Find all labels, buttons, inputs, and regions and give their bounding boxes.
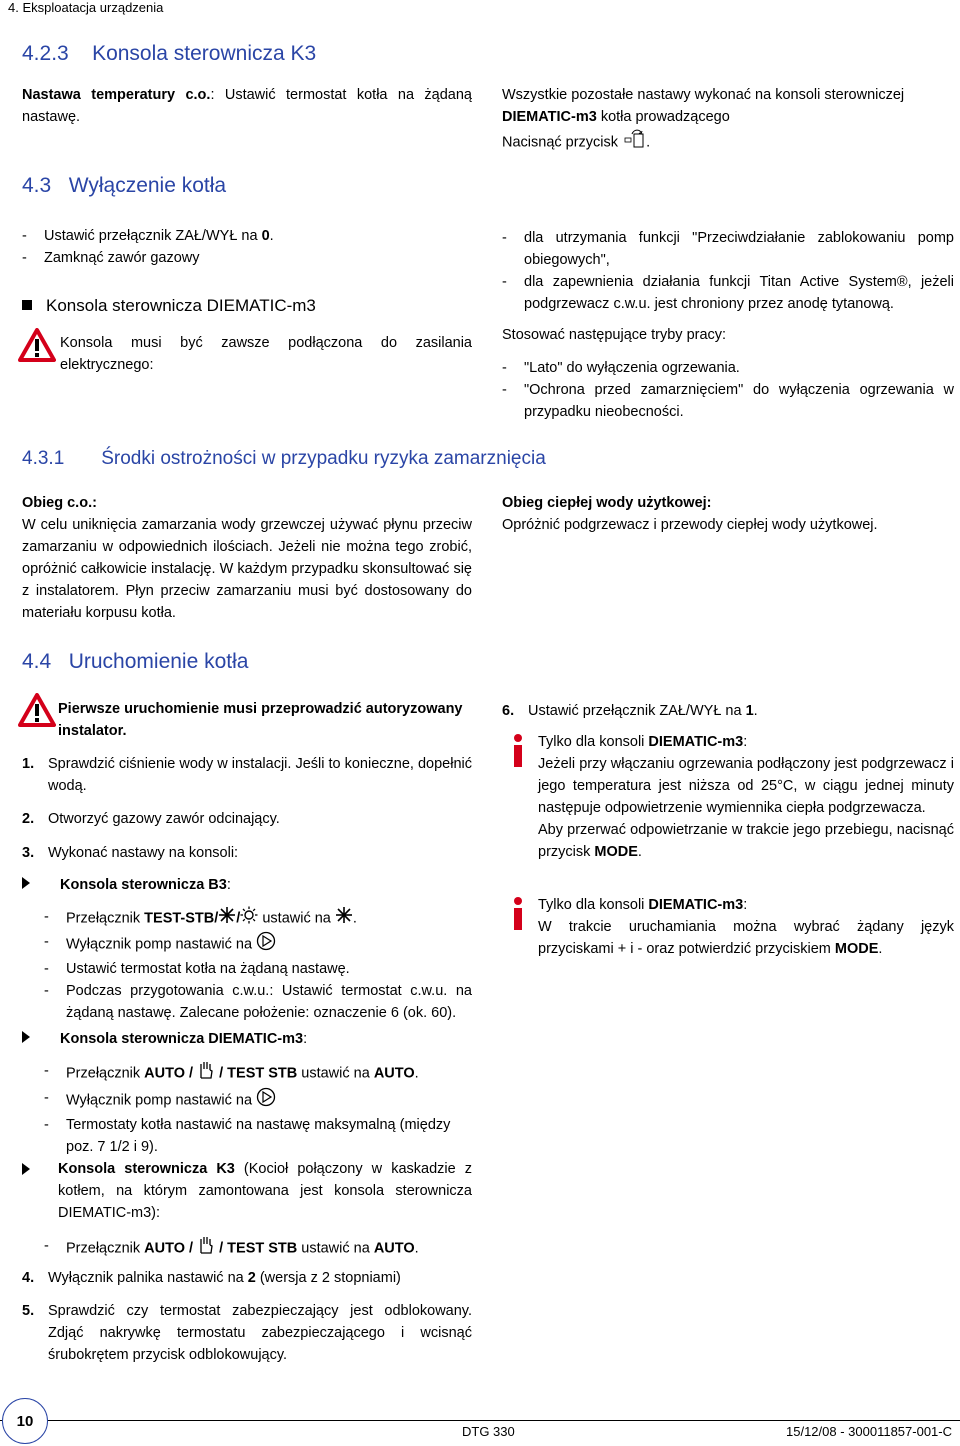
- bold-text: 1: [745, 703, 754, 719]
- arrow-right-icon: [22, 877, 30, 889]
- pump-icon: [256, 931, 276, 958]
- section-4-3-heading: [22, 174, 226, 198]
- inline-label: Nastawa temperatury c.o.: [22, 87, 211, 103]
- bold-text: MODE: [834, 941, 879, 957]
- switch-button-icon: [622, 128, 646, 157]
- ch-circuit-block: [22, 492, 472, 624]
- subheading-dematic: [22, 296, 316, 316]
- warning-icon: [18, 328, 56, 366]
- section-4-4-heading: [22, 650, 248, 674]
- bold-text: DIEMATIC-m3: [648, 897, 744, 913]
- paragraph-line: [502, 128, 954, 157]
- step-number: 5.: [22, 1303, 35, 1319]
- text: .: [269, 228, 274, 244]
- snowflake-icon: [218, 906, 236, 931]
- text: Ustawić termostat kotła na żądaną nastawę.: [66, 961, 350, 977]
- warning-icon: [18, 693, 56, 731]
- step-4: [22, 1267, 472, 1289]
- bold-text: AUTO /: [144, 1065, 198, 1082]
- list-item: - Podczas przygotowania c.w.u.: Ustawić termostat c.w.u. na żądaną nastawę. Zalecane położenie: oznaczenie 6 (ok. 60).: [44, 983, 472, 1021]
- paragraph-text: Jeżeli przy włączaniu ogrzewania podłączony jest podgrzewacz i jego temperatura jest niższa od 25°C, w ciągu jednej minuty następuje odpowietrzenie wymiennika ciepła podgrzewacza.: [538, 756, 954, 816]
- step-number: 3.: [22, 845, 35, 861]
- paragraph-line: Wszystkie pozostałe nastawy wykonać na konsoli sterowniczej: [502, 87, 905, 103]
- section-title: Środki ostrożności w przypadku ryzyka zamarznięcia: [101, 448, 546, 469]
- section-number: 4.3: [22, 174, 52, 197]
- paragraph-text: Opróżnić podgrzewacz i przewody ciepłej wody użytkowej.: [502, 517, 878, 533]
- text: Wyłącznik palnika nastawić na: [48, 1270, 248, 1286]
- k3-settings-list: [44, 1235, 472, 1262]
- list-item: - "Ochrona przed zamarznięciem" do wyłączenia ogrzewania w przypadku nieobecności.: [502, 382, 954, 420]
- text: Wyłącznik pomp nastawić na: [66, 936, 253, 953]
- text: Podczas przygotowania c.w.u.: Ustawić termostat c.w.u. na żądaną nastawę. Zalecane położenie: oznaczenie 6 (ok. 60).: [66, 983, 472, 1021]
- footer-rule: [0, 1420, 960, 1421]
- arrow-right-icon: [22, 1163, 30, 1175]
- step-number: 4.: [22, 1270, 35, 1286]
- bold-text: TEST-STB/: [144, 910, 219, 927]
- b3-settings-list: [44, 906, 472, 1024]
- bold-text: /: [236, 910, 241, 927]
- hand-icon: [197, 1060, 215, 1087]
- text: ustawić na: [258, 910, 335, 927]
- power-reasons-list: [502, 227, 954, 315]
- step-number: 2.: [22, 811, 35, 827]
- info-icon: [508, 733, 528, 771]
- text: Przełącznik: [66, 910, 145, 927]
- bold-text: AUTO /: [144, 1240, 198, 1257]
- text: :: [743, 734, 748, 750]
- text: dla utrzymania funkcji "Przeciwdziałanie zablokowaniu pomp obiegowych",: [524, 230, 954, 268]
- text: .: [878, 941, 883, 957]
- modes-intro: Stosować następujące tryby pracy:: [502, 327, 727, 343]
- text: dla zapewnienia działania funkcji Titan Active System®, jeżeli podgrzewacz c.w.u. jest chroniony przez anodę tytanową.: [524, 274, 954, 312]
- hand-icon: [197, 1235, 215, 1262]
- block-heading: Obieg c.o.:: [22, 495, 97, 511]
- step-1: [22, 753, 472, 797]
- text: "Ochrona przed zamarznięciem" do wyłączenia ogrzewania w przypadku nieobecności.: [524, 382, 954, 420]
- step-text: Sprawdzić ciśnienie wody w instalacji. Jeśli to konieczne, dopełnić wodą.: [48, 756, 472, 794]
- bold-text: DIEMATIC-m3: [502, 109, 597, 125]
- bold-text: AUTO: [373, 1065, 415, 1082]
- section-4-3-1-heading: [22, 448, 546, 470]
- breadcrumb: 4. Eksploatacja urządzenia: [8, 0, 164, 15]
- text: :: [743, 897, 748, 913]
- sun-icon: [240, 906, 258, 931]
- text: Wyłącznik pomp nastawić na: [66, 1092, 253, 1109]
- snowflake-icon: [335, 906, 353, 931]
- text: .: [352, 910, 357, 927]
- bold-text: / TEST STB: [215, 1065, 298, 1082]
- text: Przełącznik: [66, 1240, 145, 1257]
- doc-ref: 15/12/08 - 300011857-001-C: [786, 1424, 952, 1439]
- list-item: - Przełącznik AUTO / / TEST STB ustawić na AUTO.: [44, 1235, 472, 1262]
- bold-text: 0: [261, 228, 270, 244]
- text: .: [637, 844, 642, 860]
- warning-text: Konsola musi być zawsze podłączona do zasilania elektrycznego:: [60, 335, 472, 373]
- section-title: Wyłączenie kotła: [68, 174, 227, 197]
- step-number: 1.: [22, 756, 35, 772]
- text: Aby przerwać odpowietrzanie w trakcie jego przebiegu, nacisnąć przycisk: [538, 822, 954, 860]
- paragraph-text: : Ustawić termostat kotła na żądaną nastawę.: [22, 87, 472, 125]
- list-item: - Wyłącznik pomp nastawić na: [44, 1087, 472, 1114]
- text: W trakcie uruchamiania można wybrać żądany język przyciskami + i - oraz potwierdzić przyciskiem: [538, 919, 954, 957]
- square-bullet-icon: [22, 300, 32, 310]
- text: Ustawić przełącznik ZAŁ/WYŁ na: [44, 228, 262, 244]
- text: .: [753, 703, 758, 719]
- text: Nacisnąć przycisk: [502, 134, 619, 151]
- list-item: - dla zapewnienia działania funkcji Titan Active System®, jeżeli podgrzewacz c.w.u. jest chroniony przez anodę tytanową.: [502, 274, 954, 312]
- section-4-2-3-heading: [22, 42, 316, 66]
- list-item: - dla utrzymania funkcji "Przeciwdziałanie zablokowaniu pomp obiegowych",: [502, 230, 954, 268]
- text: (wersja z 2 stopniami): [255, 1270, 401, 1286]
- bold-text: AUTO: [373, 1240, 415, 1257]
- list-item: - Przełącznik TEST-STB/ / ustawić na .: [44, 906, 472, 931]
- shutdown-steps: [22, 225, 472, 269]
- step-text: Otworzyć gazowy zawór odcinający.: [48, 811, 280, 827]
- text: ustawić na: [297, 1065, 374, 1082]
- text: Zamknąć zawór gazowy: [44, 250, 200, 266]
- step-6: [502, 700, 954, 722]
- doc-code: DTG 330: [462, 1424, 515, 1439]
- paragraph-text: W celu uniknięcia zamarzania wody grzewczej używać płynu przeciw zamarzaniu w odpowiednich ilościach. Jeżeli nie można tego zrobić, opróżnić całkowicie instalację. W każdym przypadku skonsultować się z instalatorem. Płyn przeciw zamarzaniu musi być dostosowany do materiału korpusu kotła.: [22, 517, 472, 621]
- list-item: - Zamknąć zawór gazowy: [22, 250, 200, 266]
- text: Tylko dla konsoli: [538, 734, 649, 750]
- b3-heading: [22, 874, 231, 896]
- list-item: - Ustawić termostat kotła na żądaną nastawę.: [44, 961, 350, 977]
- page-number: 10: [2, 1398, 48, 1444]
- text: "Lato" do wyłączenia ogrzewania.: [524, 360, 740, 376]
- step-text: Sprawdzić czy termostat zabezpieczający jest odblokowany. Zdjąć nakrywkę termostatu zabezpieczającego i wcisnąć śrubokrętem przycisk odblokowujący.: [48, 1303, 472, 1363]
- section-title: Uruchomienie kotła: [68, 650, 249, 673]
- step-2: [22, 808, 472, 830]
- step-3: [22, 842, 472, 864]
- list-item: - Wyłącznik pomp nastawić na: [44, 931, 472, 958]
- section-4-2-3-right: [502, 84, 954, 157]
- text: .: [646, 134, 651, 151]
- step-5: [22, 1300, 472, 1366]
- subheading-text: Konsola sterownicza DIEMATIC-m3: [46, 296, 316, 315]
- text: kotła prowadzącego: [596, 109, 730, 125]
- bold-text: DIEMATIC-m3: [648, 734, 744, 750]
- bold-text: MODE: [594, 844, 638, 860]
- step-number: 6.: [502, 703, 515, 719]
- list-item: - Termostaty kotła nastawić na nastawę maksymalną (między poz. 7 1/2 i 9).: [44, 1117, 451, 1155]
- section-title: Konsola sterownicza K3: [92, 42, 317, 65]
- bold-text: / TEST STB: [215, 1240, 298, 1257]
- text: Przełącznik: [66, 1065, 145, 1082]
- warning-text: Pierwsze uruchomienie musi przeprowadzić autoryzowany instalator.: [58, 701, 463, 739]
- bold-text: Konsola sterownicza DIEMATIC-m3: [60, 1031, 304, 1047]
- text: :: [226, 877, 231, 893]
- text: .: [414, 1065, 419, 1082]
- dm3-heading: [22, 1028, 307, 1050]
- info-note-2: [538, 894, 954, 960]
- modes-list: [502, 357, 954, 423]
- section-4-2-3-left: [22, 84, 472, 128]
- list-item: - Ustawić przełącznik ZAŁ/WYŁ na 0.: [22, 228, 274, 244]
- info-icon: [508, 896, 528, 934]
- bold-text: Konsola sterownicza B3: [60, 877, 227, 893]
- info-note-1: [538, 731, 954, 863]
- bold-text: Konsola sterownicza K3: [58, 1161, 235, 1177]
- section-number: 4.2.3: [22, 42, 69, 65]
- text: Termostaty kotła nastawić na nastawę maksymalną (między poz. 7 1/2 i 9).: [66, 1117, 451, 1155]
- step-text: Wykonać nastawy na konsoli:: [48, 845, 239, 861]
- dhw-circuit-block: [502, 492, 954, 536]
- pump-icon: [256, 1087, 276, 1114]
- arrow-right-icon: [22, 1031, 30, 1043]
- text: Ustawić przełącznik ZAŁ/WYŁ na: [528, 703, 746, 719]
- text: :: [303, 1031, 308, 1047]
- paragraph-line: [502, 106, 954, 128]
- block-heading: Obieg ciepłej wody użytkowej:: [502, 495, 712, 511]
- section-number: 4.4: [22, 650, 52, 673]
- text: Tylko dla konsoli: [538, 897, 649, 913]
- text: .: [414, 1240, 419, 1257]
- text: (Kocioł połączony w kaskadzie z kotłem, na którym zamontowana jest konsola sterownicza DIEMATIC-m3):: [58, 1161, 472, 1221]
- list-item: - "Lato" do wyłączenia ogrzewania.: [502, 360, 740, 376]
- text: ustawić na: [297, 1240, 374, 1257]
- k3-heading: [22, 1158, 472, 1224]
- list-item: - Przełącznik AUTO / / TEST STB ustawić na AUTO.: [44, 1060, 472, 1087]
- dm3-settings-list: [44, 1060, 472, 1158]
- bold-text: 2: [247, 1270, 256, 1286]
- section-number: 4.3.1: [22, 448, 65, 469]
